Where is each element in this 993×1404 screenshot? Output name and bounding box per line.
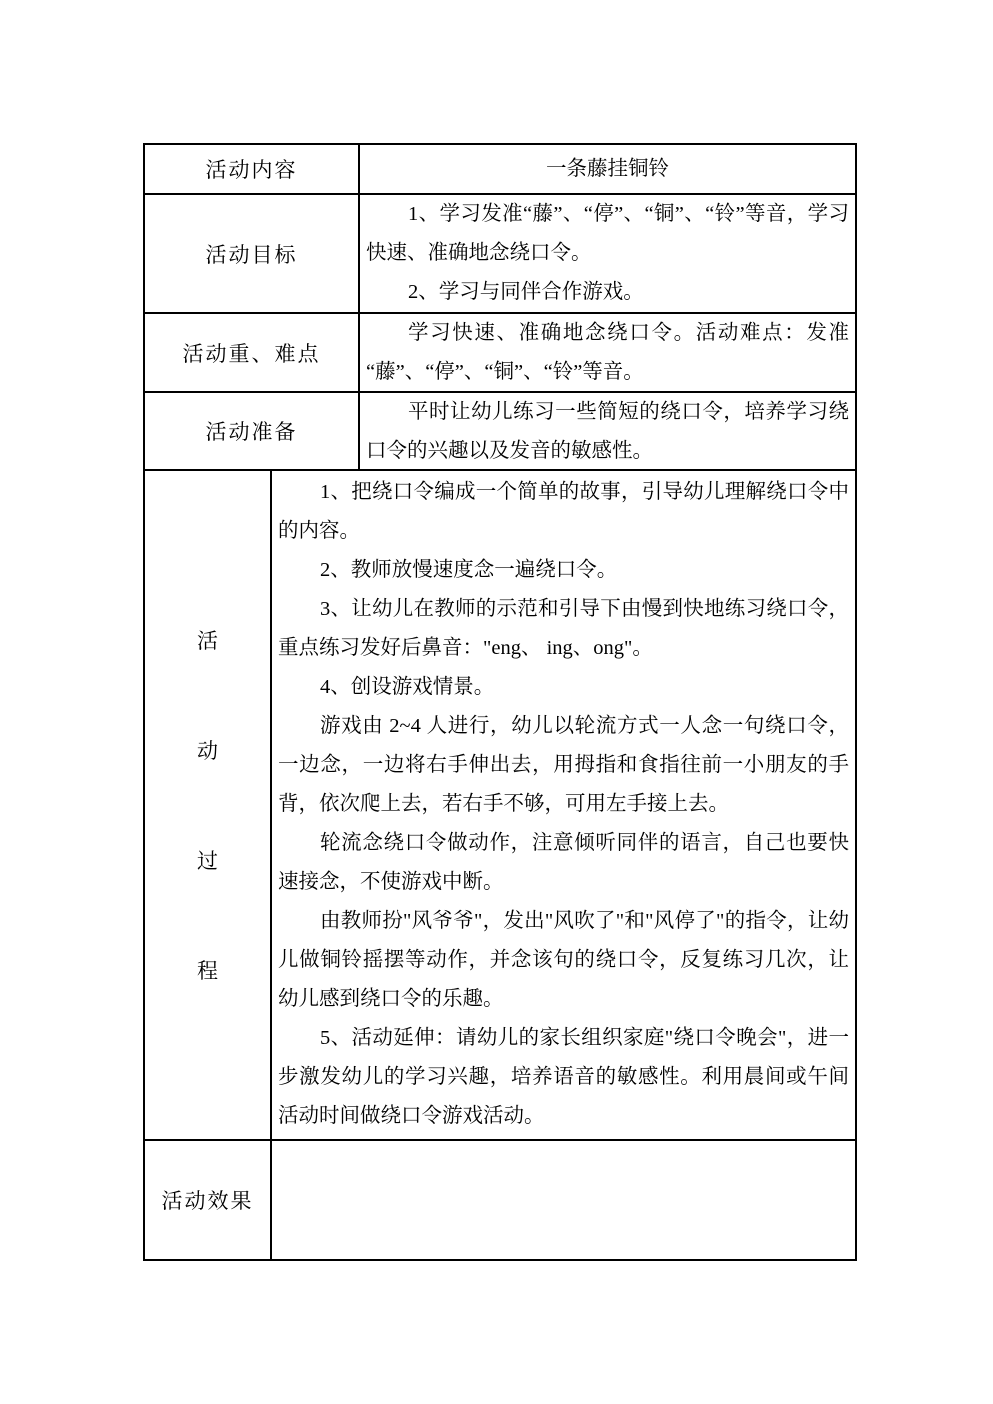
row-effect bbox=[145, 1139, 855, 1259]
effect-cell bbox=[272, 1141, 855, 1259]
preparation-cell bbox=[360, 393, 855, 469]
preparation-paragraph: 平时让幼儿练习一些简短的绕口令，培养学习绕口令的兴趣以及发音的敏感性。 bbox=[366, 401, 849, 462]
goals-cell bbox=[360, 195, 855, 312]
process-label-char: 动 bbox=[197, 739, 218, 763]
process-label bbox=[145, 471, 272, 1139]
activity-content-cell bbox=[360, 145, 855, 193]
process-paragraph: 游戏由 2~4 人进行，幼儿以轮流方式一人念一句绕口令，一边念，一边将右手伸出去，用拇指和食指往前一小朋友的手背，依次爬上去，若右手不够，可用左手接上去。 bbox=[278, 715, 849, 815]
row-preparation bbox=[145, 391, 855, 469]
process-paragraph: 4、创设游戏情景。 bbox=[320, 676, 495, 698]
preparation-label: 活动准备 bbox=[145, 393, 360, 469]
key-points-paragraph: 学习快速、准确地念绕口令。活动难点：发准“藤”、“停”、“铜”、“铃”等音。 bbox=[366, 322, 849, 383]
goals-paragraph: 2、学习与同伴合作游戏。 bbox=[408, 281, 644, 303]
activity-content-label: 活动内容 bbox=[145, 145, 360, 193]
row-activity-content bbox=[145, 145, 855, 193]
effect-label: 活动效果 bbox=[145, 1141, 272, 1259]
goals-label: 活动目标 bbox=[145, 195, 360, 312]
row-key-points bbox=[145, 312, 855, 391]
process-paragraph: 1、把绕口令编成一个简单的故事，引导幼儿理解绕口令中的内容。 bbox=[278, 481, 849, 542]
process-label-char: 程 bbox=[197, 959, 218, 983]
process-cell bbox=[272, 471, 855, 1139]
goals-paragraph: 1、学习发准“藤”、“停”、“铜”、“铃”等音，学习快速、准确地念绕口令。 bbox=[366, 203, 849, 264]
process-paragraph: 轮流念绕口令做动作，注意倾听同伴的语言，自己也要快速接念，不使游戏中断。 bbox=[278, 832, 849, 893]
key-points-label: 活动重、难点 bbox=[145, 314, 360, 391]
process-label-char: 活 bbox=[197, 629, 218, 653]
process-paragraph: 2、教师放慢速度念一遍绕口令。 bbox=[320, 559, 618, 581]
process-label-char: 过 bbox=[197, 849, 218, 873]
process-paragraph: 由教师扮"风爷爷"，发出"风吹了"和"风停了"的指令，让幼儿做铜铃摇摆等动作，并念该句的绕口令，反复练习几次，让幼儿感到绕口令的乐趣。 bbox=[278, 910, 849, 1010]
activity-title-text: 一条藤挂铜铃 bbox=[546, 157, 669, 180]
process-paragraph: 3、让幼儿在教师的示范和引导下由慢到快地练习绕口令，重点练习发好后鼻音："eng、 ing、ong"。 bbox=[278, 598, 849, 659]
key-points-cell bbox=[360, 314, 855, 391]
lesson-plan-table bbox=[143, 143, 857, 1261]
process-paragraph: 5、活动延伸：请幼儿的家长组织家庭"绕口令晚会"，进一步激发幼儿的学习兴趣，培养语音的敏感性。利用晨间或午间活动时间做绕口令游戏活动。 bbox=[278, 1027, 849, 1127]
row-goals bbox=[145, 193, 855, 312]
row-process bbox=[145, 469, 855, 1139]
